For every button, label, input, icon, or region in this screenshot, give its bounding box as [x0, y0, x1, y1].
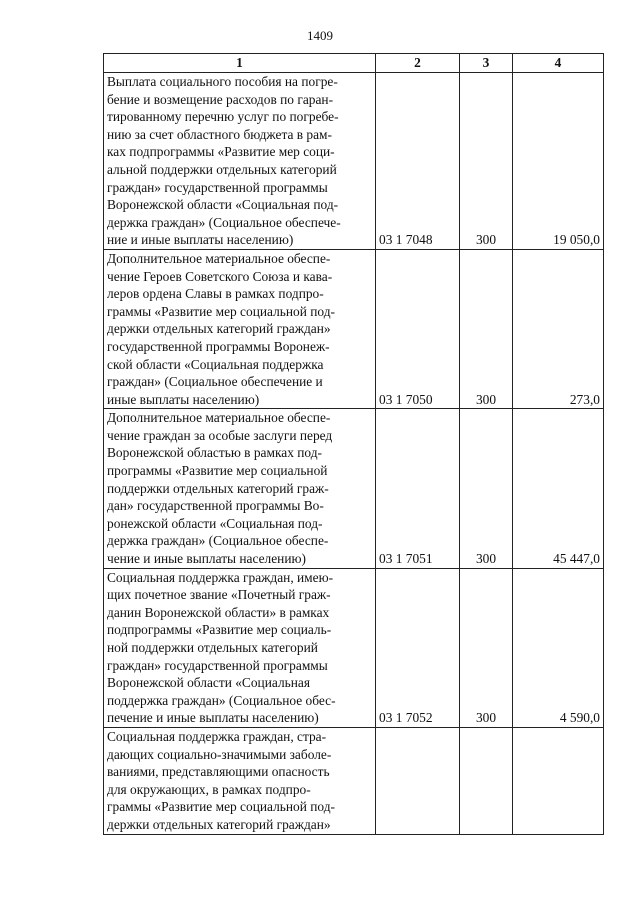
row-code: 03 1 7051: [376, 409, 460, 568]
description-line: Воронежской области «Социальная под-: [107, 197, 339, 213]
description-line: поддержка граждан» (Социальное обес-: [107, 692, 336, 708]
description-line: Дополнительное материальное обеспе-: [107, 410, 331, 426]
description-line: бение и возмещение расходов по гаран-: [107, 91, 334, 107]
row-amount: 273,0: [513, 249, 604, 408]
table-header-row: [104, 54, 604, 73]
header-col-1: 1: [104, 54, 376, 73]
description-line: граждан» государственной программы: [107, 657, 328, 673]
description-line: граммы «Развитие мер социальной под-: [107, 303, 336, 319]
description-line: ваниями, представляющими опасность: [107, 764, 330, 780]
row-vr: [460, 727, 513, 834]
row-description: [104, 568, 376, 727]
row-code: [376, 727, 460, 834]
description-line: ках подпрограммы «Развитие мер соци-: [107, 144, 335, 160]
description-line: Дополнительное материальное обеспе-: [107, 250, 331, 266]
table-row: [104, 73, 604, 250]
row-code: 03 1 7050: [376, 249, 460, 408]
description-line: граждан» (Социальное обеспечение и: [107, 374, 323, 390]
description-line: Социальная поддержка граждан, имею-: [107, 569, 334, 585]
description-line: для окружающих, в рамках подпро-: [107, 781, 311, 797]
table-body: [104, 73, 604, 835]
description-line: держки отдельных категорий граждан»: [107, 321, 331, 337]
table-row: [104, 409, 604, 568]
description-line: чение и иные выплаты населению): [107, 551, 306, 567]
row-description: [104, 249, 376, 408]
description-line: чение граждан за особые заслуги перед: [107, 427, 333, 443]
description-line: леров ордена Славы в рамках подпро-: [107, 286, 324, 302]
description-line: Воронежской областью в рамках под-: [107, 445, 322, 461]
row-vr: 300: [460, 568, 513, 727]
description-line: Социальная поддержка граждан, стра-: [107, 728, 327, 744]
description-line: ние и иные выплаты населению): [107, 232, 294, 248]
description-line: Воронежской области «Социальная: [107, 675, 310, 691]
description-line: дающих социально-значимыми заболе-: [107, 746, 332, 762]
description-line: ской области «Социальная поддержка: [107, 356, 324, 372]
description-line: печение и иные выплаты населению): [107, 710, 319, 726]
row-amount: [513, 727, 604, 834]
description-line: тированному перечню услуг по погребе-: [107, 109, 339, 125]
row-vr: 300: [460, 249, 513, 408]
table-row: [104, 568, 604, 727]
row-description: [104, 727, 376, 834]
table-row: [104, 727, 604, 834]
row-vr: 300: [460, 409, 513, 568]
description-line: дан» государственной программы Во-: [107, 498, 324, 514]
row-amount: 4 590,0: [513, 568, 604, 727]
description-line: иные выплаты населению): [107, 391, 260, 407]
description-line: подпрограммы «Развитие мер социаль-: [107, 622, 332, 638]
row-code: 03 1 7048: [376, 73, 460, 250]
description-line: ной поддержки отдельных категорий: [107, 640, 318, 655]
description-line: граждан» государственной программы: [107, 179, 328, 195]
header-col-3: 3: [460, 54, 513, 73]
description-line: данин Воронежской области» в рамках: [107, 604, 330, 620]
description-line: программы «Развитие мер социальной: [107, 463, 328, 479]
description-line: держка граждан» (Социальное обеспече-: [107, 214, 341, 230]
description-line: нию за счет областного бюджета в рам-: [107, 126, 332, 142]
row-code: 03 1 7052: [376, 568, 460, 727]
description-line: щих почетное звание «Почетный граж-: [107, 587, 331, 603]
description-line: держки отдельных категорий граждан»: [107, 816, 331, 832]
description-line: граммы «Развитие мер социальной под-: [107, 799, 336, 815]
table-row: [104, 249, 604, 408]
description-line: чение Героев Советского Союза и кава-: [107, 268, 333, 284]
row-description: [104, 73, 376, 250]
header-col-2: 2: [376, 54, 460, 73]
header-col-4: 4: [513, 54, 604, 73]
row-description: [104, 409, 376, 568]
description-line: держка граждан» (Социальное обеспе-: [107, 533, 329, 549]
row-amount: 19 050,0: [513, 73, 604, 250]
description-line: Выплата социального пособия на погре-: [107, 74, 338, 89]
description-line: ронежской области «Социальная под-: [107, 515, 323, 531]
budget-table: [103, 53, 604, 835]
row-vr: 300: [460, 73, 513, 250]
description-line: поддержки отдельных категорий граж-: [107, 480, 329, 496]
row-amount: 45 447,0: [513, 409, 604, 568]
description-line: альной поддержки отдельных категорий: [107, 161, 337, 177]
description-line: государственной программы Воронеж-: [107, 338, 330, 354]
page-number: 1409: [307, 28, 333, 43]
